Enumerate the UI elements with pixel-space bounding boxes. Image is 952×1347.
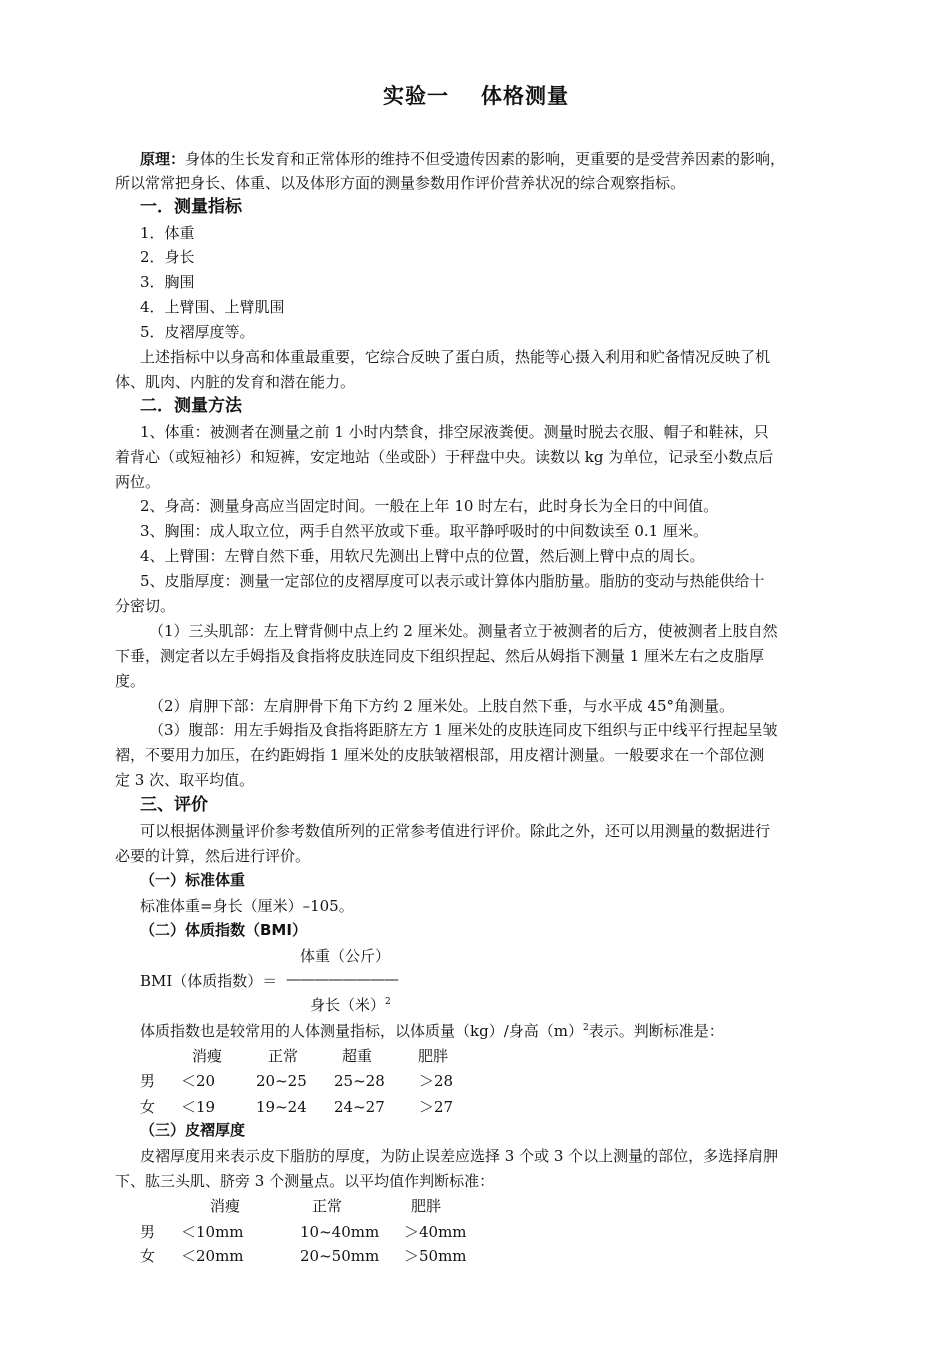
indicator-item: 4．上臂围、上臂肌围 xyxy=(140,298,285,316)
page-title xyxy=(0,80,952,110)
skinfold-table-header: 正常 xyxy=(312,1197,343,1215)
bmi-description-exponent: 2 xyxy=(582,1023,589,1033)
summary-line-1: 上述指标中以身高和体重最重要，它综合反映了蛋白质，热能等心摄入利用和贮备情况反映了机 xyxy=(140,348,771,366)
principle-text-1: 身体的生长发育和正常体形的维持不但受遗传因素的影响，更重要的是受营养因素的影响， xyxy=(185,150,786,168)
skinfold-cell: ＞50mm xyxy=(404,1247,467,1265)
principle-line-2: 所以常常把身长、体重、以及体形方面的测量参数用作评价营养状况的综合观察指标。 xyxy=(115,174,686,192)
skinfold-table-header: 肥胖 xyxy=(411,1197,442,1215)
bmi-fraction-bar: ———————— xyxy=(286,970,398,988)
method-weight-line-3: 两位。 xyxy=(115,473,161,491)
skinfold-description-line-2: 下、肱三头肌、脐旁 3 个测量点。以平均值作判断标准： xyxy=(115,1172,495,1190)
method-weight-line-1: 1、体重：被测者在测量之前 1 小时内禁食，排空尿液粪便。测量时脱去衣服、帽子和鞋袜，只 xyxy=(140,423,769,441)
abdomen-line-2: 褶，不要用力加压，在约距姆指 1 厘米处的皮肤皱褶根部，用皮褶计测量。一般要求在一个部位测 xyxy=(115,746,765,764)
section-3-heading: 三、评价 xyxy=(140,795,208,815)
abdomen-line-1: （3）腹部：用左手姆指及食指将距脐左方 1 厘米处的皮肤连同皮下组织与正中线平行捏起呈皱 xyxy=(149,721,778,739)
principle-label: 原理： xyxy=(140,150,186,168)
bmi-cell: ＞28 xyxy=(419,1072,454,1090)
skinfold-row-label: 男 xyxy=(140,1223,156,1241)
bmi-table-header: 肥胖 xyxy=(418,1047,449,1065)
method-skinfold-line-2: 分密切。 xyxy=(115,597,176,615)
bmi-description-b: 表示。判断标准是： xyxy=(588,1022,724,1040)
bmi-cell: ＜20 xyxy=(181,1072,216,1090)
bmi-cell: 24~27 xyxy=(334,1098,385,1116)
skinfold-heading: （三）皮褶厚度 xyxy=(140,1121,246,1139)
method-skinfold-line-1: 5、皮脂厚度：测量一定部位的皮褶厚度可以表示或计算体内脂肪量。脂肪的变动与热能供给十 xyxy=(140,572,765,590)
method-height: 2、身高：测量身高应当固定时间。一般在上年 10 时左右，此时身长为全日的中间值。 xyxy=(140,497,719,515)
bmi-denominator-text: 身长（米） xyxy=(310,996,386,1014)
evaluation-intro-line-1: 可以根据体测量评价参考数值所列的正常参考值进行评价。除此之外，还可以用测量的数据进行 xyxy=(140,822,771,840)
bmi-table-header: 正常 xyxy=(268,1047,299,1065)
title-part1: 实验一 xyxy=(383,84,449,108)
bmi-denominator-exponent: 2 xyxy=(385,997,391,1007)
abdomen-line-3: 定 3 次、取平均值。 xyxy=(115,771,255,789)
skinfold-cell: ＜10mm xyxy=(181,1223,244,1241)
skinfold-cell: 20~50mm xyxy=(300,1247,380,1265)
bmi-numerator: 体重（公斤） xyxy=(300,947,391,965)
skinfold-table-header: 消瘦 xyxy=(210,1197,241,1215)
bmi-cell: 25~28 xyxy=(334,1072,385,1090)
method-weight-line-2: 着背心（或短袖衫）和短裤，安定地站（坐或卧）于秤盘中央。读数以 kg 为单位，记录至小数点后 xyxy=(115,448,774,466)
standard-weight-formula: 标准体重=身长（厘米）–105。 xyxy=(140,897,354,915)
bmi-table-header: 超重 xyxy=(342,1047,373,1065)
skinfold-description-line-1: 皮褶厚度用来表示皮下脂肪的厚度，为防止误差应选择 3 个或 3 个以上测量的部位，多选择肩胛 xyxy=(140,1147,779,1165)
indicator-item: 1．体重 xyxy=(140,224,195,242)
bmi-cell: 19~24 xyxy=(256,1098,307,1116)
section-2-heading: 二．测量方法 xyxy=(140,396,242,416)
title-part2: 体格测量 xyxy=(481,84,569,108)
bmi-cell: ＞27 xyxy=(419,1098,454,1116)
bmi-description xyxy=(140,1021,724,1041)
section-1-heading: 一．测量指标 xyxy=(140,197,242,217)
skinfold-cell: ＞40mm xyxy=(404,1223,467,1241)
bmi-row-label: 女 xyxy=(140,1098,156,1116)
indicator-item: 5．皮褶厚度等。 xyxy=(140,323,255,341)
bmi-description-a: 体质指数也是较常用的人体测量指标，以体质量（kg）/身高（m） xyxy=(140,1022,583,1040)
triceps-line-2: 下垂，测定者以左手姆指及食指将皮肤连同皮下组织捏起、然后从姆指下测量 1 厘米左右之皮脂厚 xyxy=(115,647,765,665)
summary-line-2: 体、肌肉、内脏的发育和潜在能力。 xyxy=(115,373,356,391)
bmi-table-header: 消瘦 xyxy=(192,1047,223,1065)
skinfold-row-label: 女 xyxy=(140,1247,156,1265)
skinfold-cell: ＜20mm xyxy=(181,1247,244,1265)
bmi-lhs: BMI（体质指数）＝ xyxy=(140,972,278,990)
indicator-item: 2．身长 xyxy=(140,248,195,266)
bmi-heading: （二）体质指数（BMI） xyxy=(140,921,307,939)
method-upper-arm: 4、上臂围：左臂自然下垂，用软尺先测出上臂中点的位置，然后测上臂中点的周长。 xyxy=(140,547,705,565)
method-chest: 3、胸围：成人取立位，两手自然平放或下垂。取平静呼吸时的中间数读至 0.1 厘米。 xyxy=(140,522,708,540)
evaluation-intro-line-2: 必要的计算，然后进行评价。 xyxy=(115,847,311,865)
standard-weight-heading: （一）标准体重 xyxy=(140,871,246,889)
bmi-cell: ＜19 xyxy=(181,1098,216,1116)
bmi-cell: 20~25 xyxy=(256,1072,307,1090)
subscapular-line: （2）肩胛下部：左肩胛骨下角下方约 2 厘米处。上肢自然下垂，与水平成 45°角测量。 xyxy=(149,697,734,715)
bmi-denominator xyxy=(310,995,391,1015)
triceps-line-3: 度。 xyxy=(115,672,146,690)
principle-line-1 xyxy=(140,149,785,169)
indicator-item: 3．胸围 xyxy=(140,273,195,291)
bmi-row-label: 男 xyxy=(140,1072,156,1090)
skinfold-cell: 10~40mm xyxy=(300,1223,380,1241)
triceps-line-1: （1）三头肌部：左上臂背侧中点上约 2 厘米处。测量者立于被测者的后方，使被测者上肢自然 xyxy=(149,622,778,640)
